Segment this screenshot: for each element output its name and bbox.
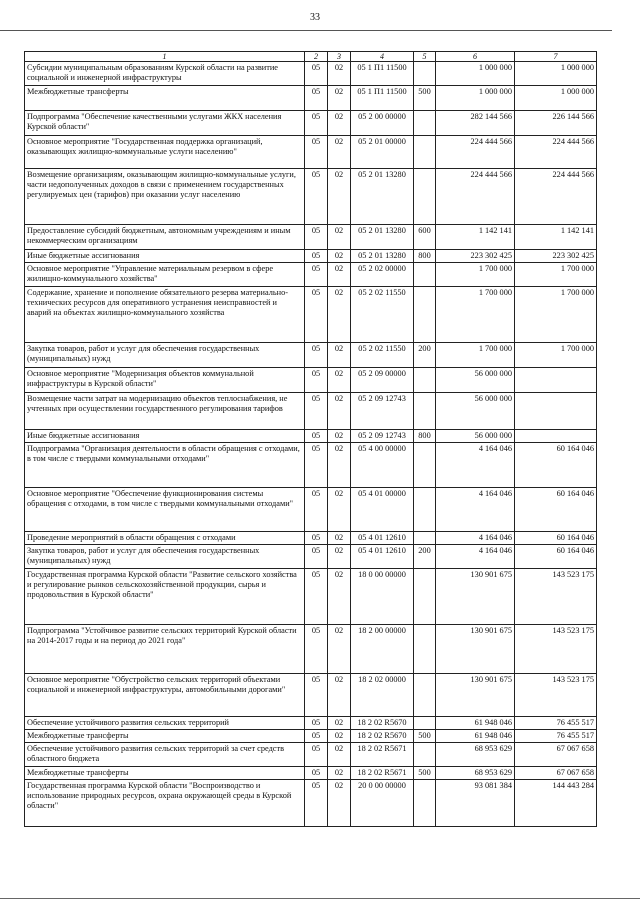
table-row — [25, 625, 597, 674]
cell-rz: 05 — [305, 767, 328, 780]
cell-rz: 05 — [305, 250, 328, 263]
cell-v1: 1 000 000 — [436, 86, 515, 111]
cell-rz: 05 — [305, 86, 328, 111]
cell-v1: 4 164 046 — [436, 443, 515, 488]
cell-rz: 05 — [305, 430, 328, 443]
cell-csr: 05 4 01 00000 — [351, 488, 414, 532]
cell-pr: 02 — [328, 443, 351, 488]
cell-v2: 143 523 175 — [515, 569, 597, 625]
cell-name: Субсидии муниципальным образованиям Курской области на развитие социальной и инженерной инфраструктуры — [25, 62, 305, 86]
cell-name: Подпрограмма "Устойчивое развитие сельских территорий Курской области на 2014-2017 годы и на период до 2021 года" — [25, 625, 305, 674]
cell-csr: 05 4 00 00000 — [351, 443, 414, 488]
cell-name: Предоставление субсидий бюджетным, автономным учреждениям и иным некоммерческим организациям — [25, 225, 305, 250]
table-row — [25, 767, 597, 780]
cell-rz: 05 — [305, 136, 328, 169]
cell-v1: 4 164 046 — [436, 545, 515, 569]
cell-pr: 02 — [328, 488, 351, 532]
cell-csr: 05 2 01 13280 — [351, 225, 414, 250]
cell-name: Межбюджетные трансферты — [25, 767, 305, 780]
table-row — [25, 111, 597, 136]
cell-pr: 02 — [328, 569, 351, 625]
cell-vr — [414, 569, 436, 625]
cell-pr: 02 — [328, 368, 351, 393]
cell-vr — [414, 717, 436, 730]
table-row — [25, 263, 597, 287]
cell-csr: 05 2 09 00000 — [351, 368, 414, 393]
cell-name: Возмещение организациям, оказывающим жилищно-коммунальные услуги, части недополученных доходов в связи с применением государственных регулируемых цен (тарифов) при оказании услуг населению — [25, 169, 305, 225]
cell-pr: 02 — [328, 625, 351, 674]
table-row — [25, 730, 597, 743]
cell-v1: 224 444 566 — [436, 169, 515, 225]
cell-rz: 05 — [305, 343, 328, 368]
cell-name: Обеспечение устойчивого развития сельских территорий — [25, 717, 305, 730]
cell-vr — [414, 625, 436, 674]
cell-v2 — [515, 393, 597, 430]
cell-rz: 05 — [305, 443, 328, 488]
header-cell: 3 — [328, 52, 351, 62]
cell-csr: 05 4 01 12610 — [351, 545, 414, 569]
cell-rz: 05 — [305, 532, 328, 545]
cell-pr: 02 — [328, 62, 351, 86]
cell-pr: 02 — [328, 136, 351, 169]
cell-rz: 05 — [305, 368, 328, 393]
cell-csr: 05 2 01 13280 — [351, 169, 414, 225]
cell-vr: 500 — [414, 86, 436, 111]
cell-rz: 05 — [305, 169, 328, 225]
cell-v1: 1 700 000 — [436, 287, 515, 343]
cell-name: Иные бюджетные ассигнования — [25, 250, 305, 263]
table-body — [25, 52, 597, 827]
table-row — [25, 169, 597, 225]
cell-vr — [414, 532, 436, 545]
cell-name: Основное мероприятие "Обустройство сельских территорий объектами социальной и инженерной инфраструктуры, автомобильными дорогами" — [25, 674, 305, 717]
table-row — [25, 532, 597, 545]
cell-csr: 18 2 02 00000 — [351, 674, 414, 717]
table-row — [25, 717, 597, 730]
cell-csr: 05 2 02 00000 — [351, 263, 414, 287]
cell-vr — [414, 674, 436, 717]
cell-v1: 1 700 000 — [436, 263, 515, 287]
cell-csr: 05 1 П1 11500 — [351, 86, 414, 111]
cell-pr: 02 — [328, 111, 351, 136]
table-row — [25, 488, 597, 532]
cell-vr — [414, 136, 436, 169]
cell-vr — [414, 743, 436, 767]
cell-v2: 1 000 000 — [515, 62, 597, 86]
cell-pr: 02 — [328, 532, 351, 545]
cell-v2 — [515, 368, 597, 393]
cell-rz: 05 — [305, 780, 328, 827]
cell-vr — [414, 287, 436, 343]
cell-rz: 05 — [305, 569, 328, 625]
cell-name: Закупка товаров, работ и услуг для обеспечения государственных (муниципальных) нужд — [25, 343, 305, 368]
cell-csr: 18 2 02 R5671 — [351, 767, 414, 780]
table-row — [25, 368, 597, 393]
table-row — [25, 393, 597, 430]
cell-rz: 05 — [305, 393, 328, 430]
table-row — [25, 62, 597, 86]
cell-v1: 224 444 566 — [436, 136, 515, 169]
cell-name: Закупка товаров, работ и услуг для обеспечения государственных (муниципальных) нужд — [25, 545, 305, 569]
cell-name: Подпрограмма "Организация деятельности в области обращения с отходами, в том числе с твердыми коммунальными отходами" — [25, 443, 305, 488]
cell-vr — [414, 443, 436, 488]
cell-pr: 02 — [328, 717, 351, 730]
cell-csr: 05 2 09 12743 — [351, 430, 414, 443]
table-row — [25, 136, 597, 169]
cell-name: Обеспечение устойчивого развития сельских территорий за счет средств областного бюджета — [25, 743, 305, 767]
cell-v2: 143 523 175 — [515, 674, 597, 717]
cell-v2: 60 164 046 — [515, 488, 597, 532]
cell-rz: 05 — [305, 717, 328, 730]
cell-vr — [414, 169, 436, 225]
table-row — [25, 743, 597, 767]
cell-v2: 67 067 658 — [515, 767, 597, 780]
cell-rz: 05 — [305, 674, 328, 717]
page-number: 33 — [310, 12, 320, 23]
cell-v2: 143 523 175 — [515, 625, 597, 674]
table-row — [25, 443, 597, 488]
cell-rz: 05 — [305, 62, 328, 86]
cell-v1: 223 302 425 — [436, 250, 515, 263]
cell-v1: 4 164 046 — [436, 532, 515, 545]
cell-v2: 60 164 046 — [515, 532, 597, 545]
cell-vr: 600 — [414, 225, 436, 250]
cell-v1: 61 948 046 — [436, 730, 515, 743]
cell-v1: 1 000 000 — [436, 62, 515, 86]
cell-v2: 223 302 425 — [515, 250, 597, 263]
cell-name: Возмещение части затрат на модернизацию объектов теплоснабжения, не учтенных при осуществлении государственного регулирования тарифов — [25, 393, 305, 430]
cell-vr: 800 — [414, 430, 436, 443]
cell-rz: 05 — [305, 730, 328, 743]
cell-csr: 05 2 01 13280 — [351, 250, 414, 263]
cell-csr: 20 0 00 00000 — [351, 780, 414, 827]
cell-pr: 02 — [328, 250, 351, 263]
cell-csr: 05 1 П1 11500 — [351, 62, 414, 86]
cell-pr: 02 — [328, 287, 351, 343]
cell-vr — [414, 62, 436, 86]
cell-vr: 500 — [414, 767, 436, 780]
header-row — [25, 52, 597, 62]
table-row — [25, 343, 597, 368]
table-row — [25, 225, 597, 250]
cell-v1: 56 000 000 — [436, 368, 515, 393]
cell-v2: 1 000 000 — [515, 86, 597, 111]
table-row — [25, 250, 597, 263]
cell-rz: 05 — [305, 488, 328, 532]
cell-name: Иные бюджетные ассигнования — [25, 430, 305, 443]
cell-v2: 76 455 517 — [515, 717, 597, 730]
cell-name: Основное мероприятие "Государственная поддержка организаций, оказывающих жилищно-коммунальные услуги населению" — [25, 136, 305, 169]
cell-v1: 56 000 000 — [436, 430, 515, 443]
cell-name: Содержание, хранение и пополнение обязательного резерва материально-технических ресурсов для оперативного устранения неисправностей и аварий на объектах жилищно-коммунального хозяйства — [25, 287, 305, 343]
cell-name: Основное мероприятие "Управление материальным резервом в сфере жилищно-коммунального хозяйства" — [25, 263, 305, 287]
cell-pr: 02 — [328, 767, 351, 780]
cell-vr — [414, 263, 436, 287]
cell-pr: 02 — [328, 430, 351, 443]
cell-pr: 02 — [328, 730, 351, 743]
cell-vr — [414, 780, 436, 827]
cell-rz: 05 — [305, 625, 328, 674]
cell-csr: 05 2 09 12743 — [351, 393, 414, 430]
cell-v1: 1 142 141 — [436, 225, 515, 250]
cell-vr — [414, 488, 436, 532]
cell-name: Основное мероприятие "Обеспечение функционирования системы обращения с отходами, в том числе с твердыми коммунальными отходами" — [25, 488, 305, 532]
cell-vr: 500 — [414, 730, 436, 743]
cell-rz: 05 — [305, 743, 328, 767]
cell-pr: 02 — [328, 263, 351, 287]
cell-name: Государственная программа Курской области "Воспроизводство и использование природных ресурсов, охрана окружающей среды в Курской области" — [25, 780, 305, 827]
cell-v2: 144 443 284 — [515, 780, 597, 827]
cell-csr: 05 2 00 00000 — [351, 111, 414, 136]
cell-vr: 800 — [414, 250, 436, 263]
cell-rz: 05 — [305, 225, 328, 250]
cell-rz: 05 — [305, 287, 328, 343]
cell-name: Подпрограмма "Обеспечение качественными услугами ЖКХ населения Курской области" — [25, 111, 305, 136]
cell-v1: 130 901 675 — [436, 674, 515, 717]
header-cell: 6 — [436, 52, 515, 62]
cell-v2: 1 700 000 — [515, 263, 597, 287]
cell-name: Проведение мероприятий в области обращения с отходами — [25, 532, 305, 545]
top-rule — [0, 30, 612, 31]
cell-vr — [414, 368, 436, 393]
budget-table — [24, 51, 597, 827]
cell-csr: 18 0 00 00000 — [351, 569, 414, 625]
cell-v2: 1 700 000 — [515, 287, 597, 343]
cell-v1: 282 144 566 — [436, 111, 515, 136]
cell-v1: 93 081 384 — [436, 780, 515, 827]
cell-csr: 18 2 02 R5671 — [351, 743, 414, 767]
cell-v2: 224 444 566 — [515, 136, 597, 169]
table-row — [25, 780, 597, 827]
cell-name: Основное мероприятие "Модернизация объектов коммунальной инфраструктуры в Курской области" — [25, 368, 305, 393]
cell-rz: 05 — [305, 263, 328, 287]
cell-csr: 05 2 02 11550 — [351, 343, 414, 368]
cell-pr: 02 — [328, 343, 351, 368]
header-cell: 2 — [305, 52, 328, 62]
cell-name: Межбюджетные трансферты — [25, 730, 305, 743]
cell-v1: 68 953 629 — [436, 743, 515, 767]
cell-csr: 18 2 00 00000 — [351, 625, 414, 674]
cell-v2: 67 067 658 — [515, 743, 597, 767]
cell-csr: 05 2 02 11550 — [351, 287, 414, 343]
cell-name: Государственная программа Курской области "Развитие сельского хозяйства и регулирование рынков сельскохозяйственной продукции, сырья и продовольствия в Курской области" — [25, 569, 305, 625]
cell-pr: 02 — [328, 743, 351, 767]
cell-pr: 02 — [328, 393, 351, 430]
header-cell: 7 — [515, 52, 597, 62]
cell-v2: 226 144 566 — [515, 111, 597, 136]
cell-v1: 1 700 000 — [436, 343, 515, 368]
cell-vr — [414, 393, 436, 430]
bottom-rule — [0, 898, 640, 899]
cell-v2: 60 164 046 — [515, 545, 597, 569]
header-cell: 4 — [351, 52, 414, 62]
cell-pr: 02 — [328, 674, 351, 717]
cell-v2: 76 455 517 — [515, 730, 597, 743]
cell-v1: 61 948 046 — [436, 717, 515, 730]
cell-csr: 05 2 01 00000 — [351, 136, 414, 169]
cell-rz: 05 — [305, 111, 328, 136]
table-row — [25, 86, 597, 111]
cell-v2: 1 142 141 — [515, 225, 597, 250]
cell-v2: 60 164 046 — [515, 443, 597, 488]
header-cell: 5 — [414, 52, 436, 62]
cell-pr: 02 — [328, 780, 351, 827]
cell-vr — [414, 111, 436, 136]
cell-vr: 200 — [414, 545, 436, 569]
table-row — [25, 569, 597, 625]
cell-v2: 224 444 566 — [515, 169, 597, 225]
cell-v1: 56 000 000 — [436, 393, 515, 430]
cell-pr: 02 — [328, 225, 351, 250]
cell-pr: 02 — [328, 545, 351, 569]
cell-pr: 02 — [328, 86, 351, 111]
table-row — [25, 430, 597, 443]
cell-vr: 200 — [414, 343, 436, 368]
header-cell: 1 — [25, 52, 305, 62]
table-row — [25, 674, 597, 717]
cell-v1: 130 901 675 — [436, 569, 515, 625]
cell-pr: 02 — [328, 169, 351, 225]
cell-csr: 18 2 02 R5670 — [351, 730, 414, 743]
cell-rz: 05 — [305, 545, 328, 569]
cell-csr: 18 2 02 R5670 — [351, 717, 414, 730]
table-row — [25, 287, 597, 343]
cell-v1: 4 164 046 — [436, 488, 515, 532]
cell-v1: 130 901 675 — [436, 625, 515, 674]
cell-v2: 1 700 000 — [515, 343, 597, 368]
cell-v1: 68 953 629 — [436, 767, 515, 780]
cell-v2 — [515, 430, 597, 443]
cell-csr: 05 4 01 12610 — [351, 532, 414, 545]
table-row — [25, 545, 597, 569]
cell-name: Межбюджетные трансферты — [25, 86, 305, 111]
